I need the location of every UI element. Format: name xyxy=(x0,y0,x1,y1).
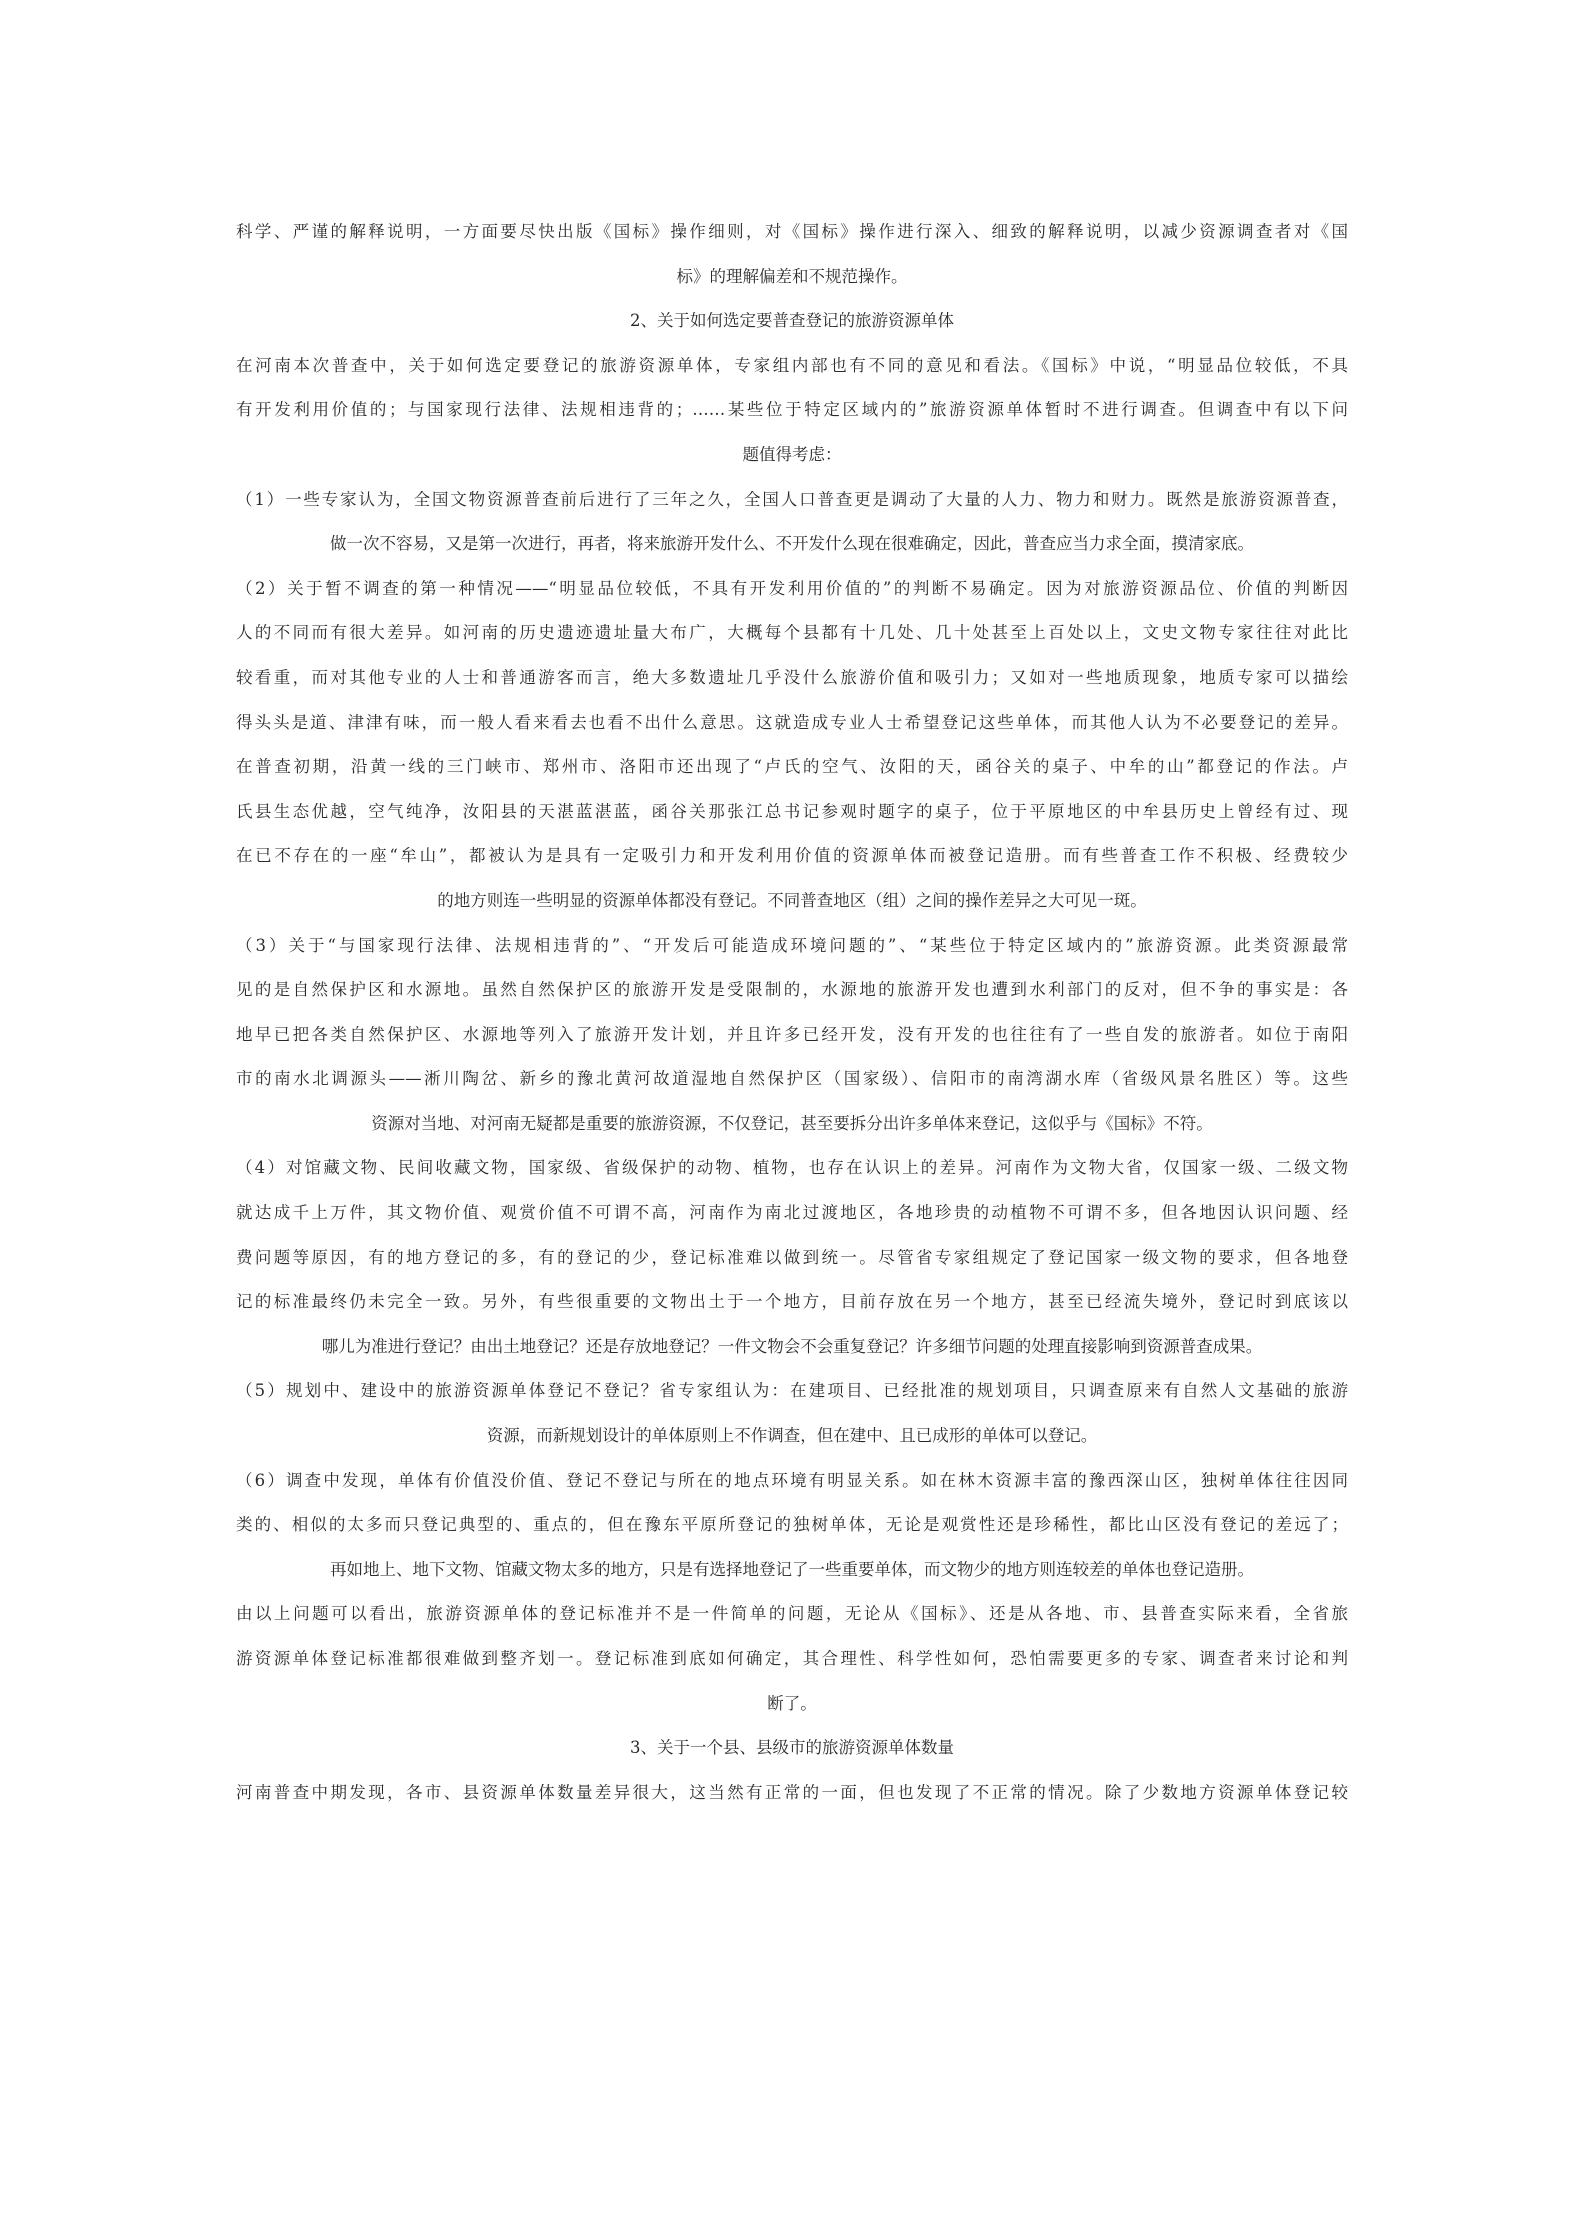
text-line: 较看重，而对其他专业的人士和普通游客而言，绝大多数遗址几乎没什么旅游价值和吸引力；又如对一些地质现象，地质专家可以描绘 xyxy=(236,667,1348,687)
text-line: 再如地上、地下文物、馆藏文物太多的地方，只是有选择地登记了一些重要单体，而文物少的地方则连较差的单体也登记造册。 xyxy=(330,1559,1254,1579)
text-line: 记的标准最终仍未完全一致。另外，有些很重要的文物出土于一个地方，目前存放在另一个地方，甚至已经流失境外，登记时到底该以 xyxy=(236,1292,1348,1312)
text-line: 科学、严谨的解释说明，一方面要尽快出版《国标》操作细则，对《国标》操作进行深入、细致的解释说明，以减少资源调查者对《国 xyxy=(236,222,1348,241)
text-line: 就达成千上万件，其文物价值、观赏价值不可谓不高，河南作为南北过渡地区，各地珍贵的动植物不可谓不多，但各地因认识问题、经 xyxy=(236,1203,1348,1223)
text-line: 氏县生态优越，空气纯净，汝阳县的天湛蓝湛蓝，函谷关那张江总书记参观时题字的桌子，位于平原地区的中牟县历史上曾经有过、现 xyxy=(236,801,1348,821)
text-line: 市的南水北调源头——淅川陶岔、新乡的豫北黄河故道湿地自然保护区（国家级）、信阳市的南湾湖水库（省级风景名胜区）等。这些 xyxy=(236,1069,1348,1089)
text-line: （2）关于暂不调查的第一种情况——“明显品位较低，不具有开发利用价值的”的判断不易确定。因为对旅游资源品位、价值的判断因 xyxy=(236,578,1348,598)
text-line: 游资源单体登记标准都很难做到整齐划一。登记标准到底如何确定，其合理性、科学性如何，恐怕需要更多的专家、调查者来讨论和判 xyxy=(236,1649,1348,1668)
text-line: 得头头是道、津津有味，而一般人看来看去也看不出什么意思。这就造成专业人士希望登记这些单体，而其他人认为不必要登记的差异。 xyxy=(236,712,1348,732)
text-line: 断了。 xyxy=(767,1693,817,1713)
text-line: （3）关于“与国家现行法律、法规相违背的”、“开发后可能造成环境问题的”、“某些位于特定区域内的”旅游资源。此类资源最常 xyxy=(236,935,1348,955)
text-line: 费问题等原因，有的地方登记的多，有的登记的少，登记标准难以做到统一。尽管省专家组规定了登记国家一级文物的要求，但各地登 xyxy=(236,1247,1348,1267)
text-line: 做一次不容易，又是第一次进行，再者，将来旅游开发什么、不开发什么现在很难确定，因此，普查应当力求全面，摸清家底。 xyxy=(330,534,1254,554)
text-line: 题值得考虑： xyxy=(742,444,842,464)
text-line: 标》的理解偏差和不规范操作。 xyxy=(676,266,908,286)
text-line: 资源，而新规划设计的单体原则上不作调查，但在建中、且已成形的单体可以登记。 xyxy=(486,1426,1098,1446)
text-line: 人的不同而有很大差异。如河南的历史遗迹遗址量大布广，大概每个县都有十几处、几十处甚至上百处以上，文史文物专家往往对此比 xyxy=(236,623,1348,643)
text-line: 类的、相似的太多而只登记典型的、重点的，但在豫东平原所登记的独树单体，无论是观赏性还是珍稀性，都比山区没有登记的差远了； xyxy=(236,1515,1348,1535)
text-line: 3、关于一个县、县级市的旅游资源单体数量 xyxy=(630,1738,954,1758)
text-line: 由以上问题可以看出，旅游资源单体的登记标准并不是一件简单的问题，无论从《国标》、还是从各地、市、县普查实际来看，全省旅 xyxy=(236,1604,1348,1624)
text-line: （6）调查中发现，单体有价值没价值、登记不登记与所在的地点环境有明显关系。如在林木资源丰富的豫西深山区，独树单体往往因同 xyxy=(236,1470,1348,1490)
text-line: 河南普查中期发现，各市、县资源单体数量差异很大，这当然有正常的一面，但也发现了不正常的情况。除了少数地方资源单体登记较 xyxy=(236,1782,1348,1802)
text-line: （5）规划中、建设中的旅游资源单体登记不登记？省专家组认为：在建项目、已经批准的规划项目，只调查原来有自然人文基础的旅游 xyxy=(236,1381,1348,1401)
text-line: 地早已把各类自然保护区、水源地等列入了旅游开发计划，并且许多已经开发，没有开发的也往往有了一些自发的旅游者。如位于南阳 xyxy=(236,1024,1348,1044)
text-line: 2、关于如何选定要普查登记的旅游资源单体 xyxy=(630,311,954,331)
text-line: 有开发利用价值的；与国家现行法律、法规相违背的；……某些位于特定区域内的”旅游资源单体暂时不进行调查。但调查中有以下问 xyxy=(236,400,1348,420)
text-line: 在河南本次普查中，关于如何选定要登记的旅游资源单体，专家组内部也有不同的意见和看法。《国标》中说，“明显品位较低，不具 xyxy=(236,355,1348,375)
text-line: （4）对馆藏文物、民间收藏文物，国家级、省级保护的动物、植物，也存在认识上的差异。河南作为文物大省，仅国家一级、二级文物 xyxy=(236,1158,1348,1178)
text-line: 哪儿为准进行登记？由出土地登记？还是存放地登记？一件文物会不会重复登记？许多细节问题的处理直接影响到资源普查成果。 xyxy=(321,1336,1263,1356)
text-line: 见的是自然保护区和水源地。虽然自然保护区的旅游开发是受限制的，水源地的旅游开发也遭到水利部门的反对，但不争的事实是：各 xyxy=(236,980,1348,1000)
text-line: （1）一些专家认为，全国文物资源普查前后进行了三年之久，全国人口普查更是调动了大量的人力、物力和财力。既然是旅游资源普查， xyxy=(236,489,1348,509)
text-line: 的地方则连一些明显的资源单体都没有登记。不同普查地区（组）之间的操作差异之大可见一斑。 xyxy=(437,890,1147,910)
text-line: 在已不存在的一座“牟山”，都被认为是具有一定吸引力和开发利用价值的资源单体而被登记造册。而有些普查工作不积极、经费较少 xyxy=(236,846,1348,866)
document-page xyxy=(236,210,1348,1815)
text-line: 资源对当地、对河南无疑都是重要的旅游资源，不仅登记，甚至要拆分出许多单体来登记，这似乎与《国标》不符。 xyxy=(371,1113,1213,1133)
text-line: 在普查初期，沿黄一线的三门峡市、郑州市、洛阳市还出现了“卢氏的空气、汝阳的天，函谷关的桌子、中牟的山”都登记的作法。卢 xyxy=(236,757,1348,777)
